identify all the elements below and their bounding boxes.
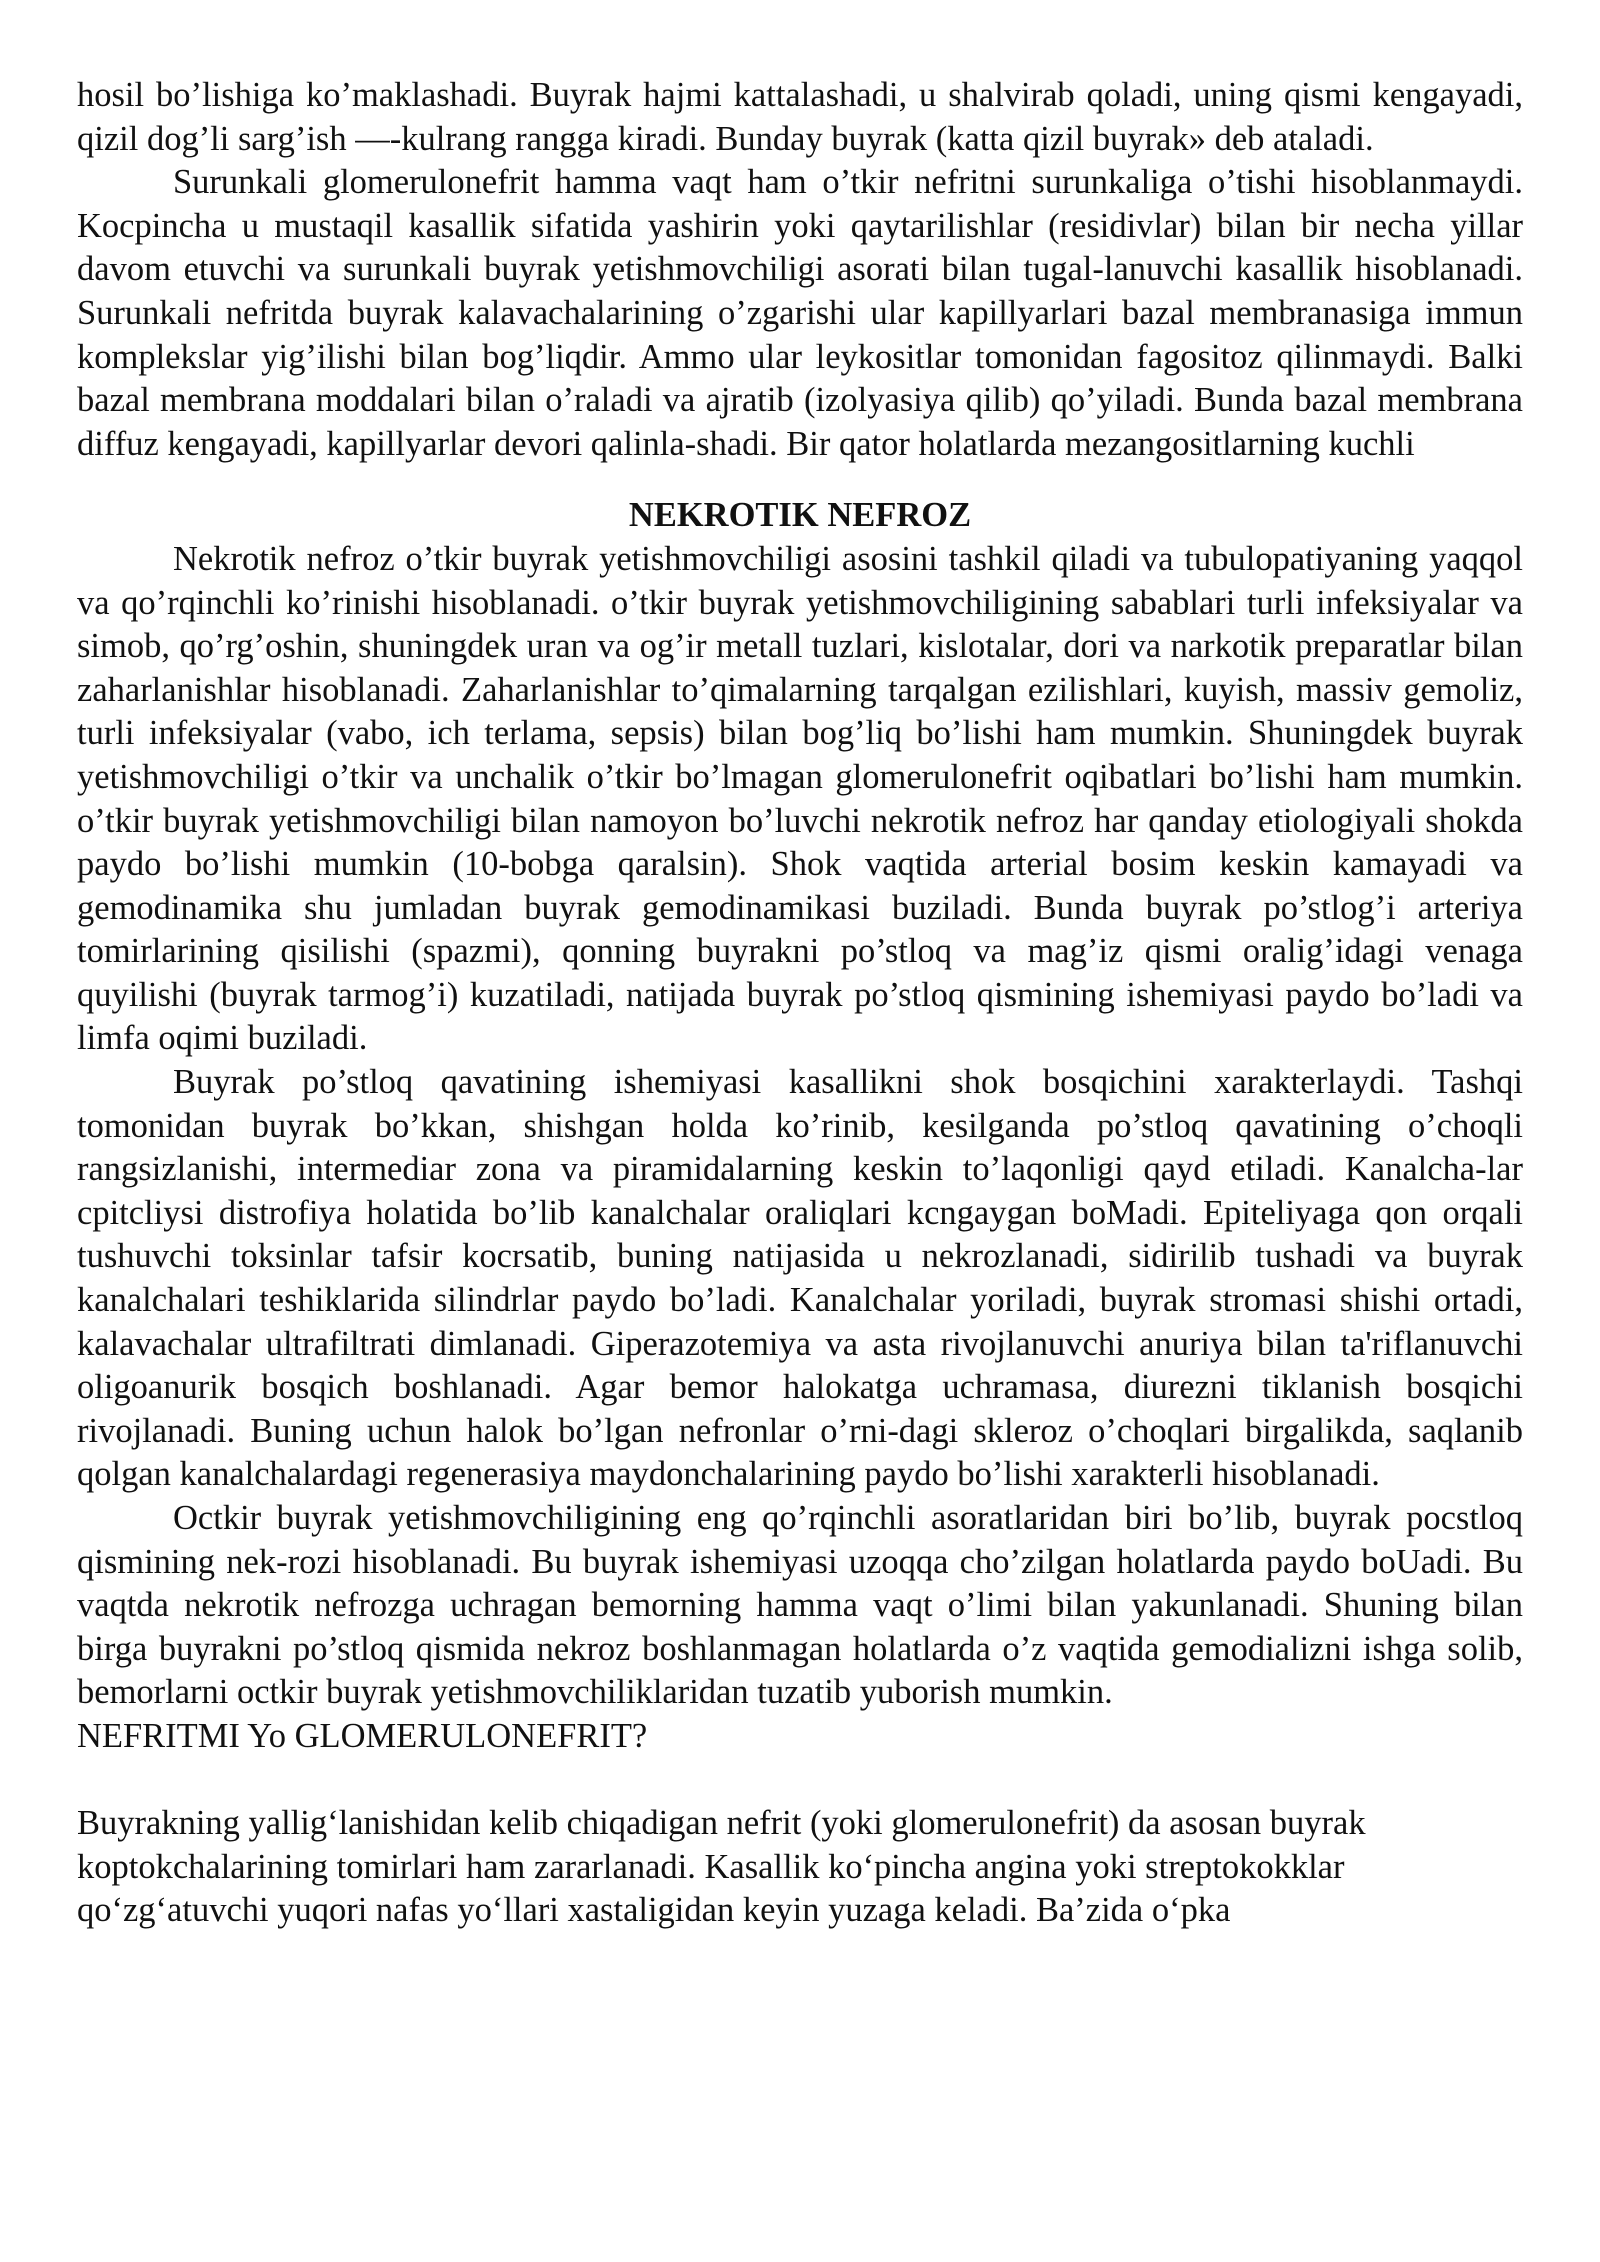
paragraph-complications: Octkir buyrak yetishmovchiligining eng qo’rqinchli asoratlaridan biri bo’lib, buyrak pocstloq qismining nek-rozi hisoblanadi. Bu buyrak ishemiyasi uzoqqa cho’zilgan holatlarda paydo boUadi. Bu vaqtda nekrotik nefrozga uchragan bemorning hamma vaqt o’limi bilan yakunlanadi. Shuning bilan birga buyrakni po’stloq qismida nekroz boshlanmagan holatlarda o’z vaqtida gemodializni ishga solib, bemorlarni octkir buyrak yetishmovchiliklaridan tuzatib yuborish mumkin. xyxy=(77,1499,1523,1712)
paragraph-nephritis: Buyrakning yallig‘lanishidan kelib chiqadigan nefrit (yoki glomerulonefrit) da asosan buyrak koptokchalarining tomirlari ham zararlanadi. Kasallik ko‘pincha angina yoki streptokokklar qo‘zg‘atuvchi yuqori nafas yo‘llari xastaligidan keyin yuzaga keladi. Ba’zida o‘pka xyxy=(77,1804,1366,1930)
blank-line xyxy=(77,1759,1523,1803)
paragraph-chronic-glomerulonephritis: Surunkali glomerulonefrit hamma vaqt ham o’tkir nefritni surunkaliga o’tishi hisoblanmaydi. Kocpincha u mustaqil kasallik sifatida yashirin yoki qaytarilishlar (residivlar) bilan bir necha yillar davom etuvchi va surunkali buyrak yetishmovchiligi asorati bilan tugal-lanuvchi kasallik hisoblanadi. Surunkali nefritda buyrak kalavachalarining o’zgarishi ular kapillyarlari bazal membranasiga immun komplekslar yig’ilishi bilan bog’liqdir. Ammo ular leykositlar tomonidan fagositoz qilinmaydi. Balki bazal membrana moddalari bilan o’raladi va ajratib (izolyasiya qilib) qo’yiladi. Bunda bazal membrana diffuz kengayadi, kapillyarlar devori qalinla-shadi. Bir qator holatlarda mezangositlarning kuchli xyxy=(77,163,1523,463)
section-heading-nephritis-question: NEFRITMI Yo GLOMERULONEFRIT? xyxy=(77,1716,648,1755)
paragraph-necrotic-nephrosis: Nekrotik nefroz o’tkir buyrak yetishmovchiligi asosini tashkil qiladi va tubulopatiyaning yaqqol va qo’rqinchli ko’rinishi hisoblanadi. o’tkir buyrak yetishmovchiligining sabablari turli infeksiyalar va simob, qo’rg’oshin, shuningdek uran va og’ir metall tuzlari, kislotalar, dori va narkotik preparatlar bilan zaharlanishlar hisoblanadi. Zaharlanishlar to’qimalarning tarqalgan ezilishlari, kuyish, massiv gemoliz, turli infeksiyalar (vabo, ich terlama, sepsis) bilan bog’liq bo’lishi ham mumkin. Shuningdek buyrak yetishmovchiligi o’tkir va unchalik o’tkir bo’lmagan glomerulonefrit oqibatlari bo’lishi ham mumkin. o’tkir buyrak yetishmovchiligi bilan namoyon bo’luvchi nekrotik nefroz har qanday etiologiyali shokda paydo bo’lishi mumkin (10-bobga qaralsin). Shok vaqtida arterial bosim keskin kamayadi va gemodinamika shu jumladan buyrak gemodinamikasi buziladi. Bunda buyrak po’stlog’i arteriya tomirlarining qisilishi (spazmi), qonning buyrakni po’stloq va mag’iz qismi oralig’idagi venaga quyilishi (buyrak tarmog’i) kuzatiladi, natijada buyrak po’stloq qismining ishemiyasi paydo bo’ladi va limfa oqimi buziladi. xyxy=(77,539,1523,1058)
paragraph-cortical-ischemia: Buyrak po’stloq qavatining ishemiyasi kasallikni shok bosqichini xarakterlaydi. Tashqi tomonidan buyrak bo’kkan, shishgan holda ko’rinib, kesilganda po’stloq qavatining o’choqli rangsizlanishi, intermediar zona va piramidalarning keskin to’laqonligi qayd etiladi. Kanalcha-lar cpitcliysi distrofiya holatida bo’lib kanalchalar oraliqlari kcngaygan boMadi. Epiteliyaga qon orqali tushuvchi toksinlar tafsir kocrsatib, buning natijasida u nekrozlanadi, sidirilib tushadi va buyrak kanalchalari teshiklarida silindrlar paydo bo’ladi. Kanalchalar yoriladi, buyrak stromasi shishi ortadi, kalavachalar ultrafiltrati dimlanadi. Giperazotemiya va asta rivojlanuvchi anuriya bilan ta'riflanuvchi oligoanurik bosqich boshlanadi. Agar bemor halokatga uchramasa, diurezni tiklanish bosqichi rivojlanadi. Buning uchun halok bo’lgan nefronlar o’rni-dagi skleroz o’choqlari birgalikda, saqlanib qolgan kanalchalardagi regenerasiya maydonchalarining paydo bo’lishi xarakterli hisoblanadi. xyxy=(77,1063,1523,1494)
section-heading-necrotic-nephrosis: NEKROTIK NEFROZ xyxy=(628,496,972,535)
document-page xyxy=(77,74,1523,1933)
paragraph-intro: hosil bo’lishiga ko’maklashadi. Buyrak hajmi kattalashadi, u shalvirab qoladi, uning qismi kengayadi, qizil dog’li sarg’ish —-kulrang rangga kiradi. Bunday buyrak (katta qizil buyrak» deb ataladi. xyxy=(77,76,1523,158)
